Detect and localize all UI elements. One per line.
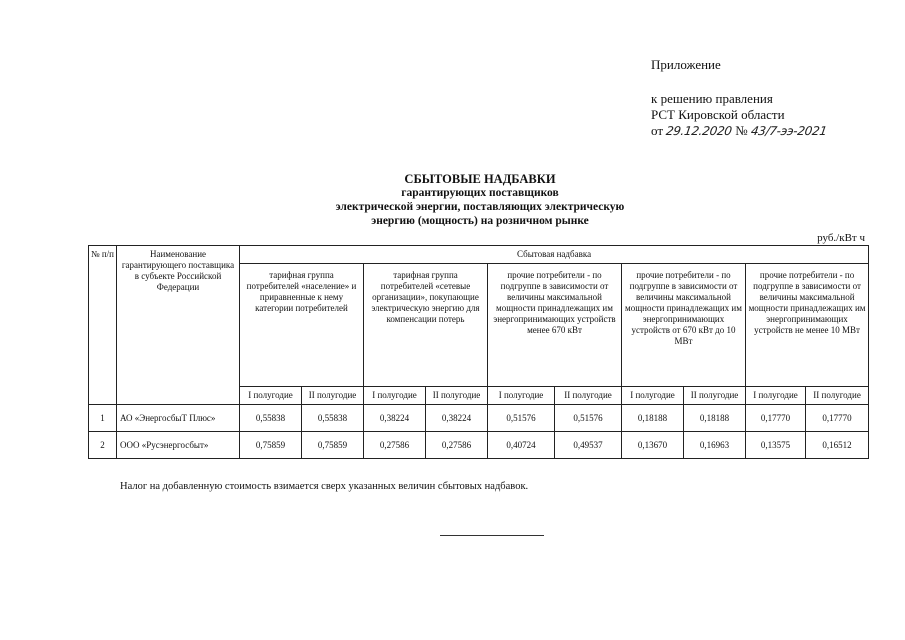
handwritten-number: 43/7-ээ-2021 [749,124,828,138]
table-cell: 0,38224 [364,405,426,432]
header-supplier-name: Наименование гарантирующего поставщика в субъекте Российской Федерации [117,246,240,405]
table-cell: 0,55838 [302,405,364,432]
header-half-2: II полугодие [684,387,746,405]
document-title [280,172,680,228]
supplier-name: АО «ЭнергосбыТ Плюс» [117,405,240,432]
header-group-population: тарифная группа потребителей «население» и приравненные к нему категории потребителей [240,264,364,387]
units-label: руб./кВт ч [817,232,865,244]
header-group-over-10mw: прочие потребители - по подгруппе в зависимости от величины максимальной мощности принадлежащих им энергопринимающих устройств не менее 10 МВт [746,264,869,387]
title-line-4: энергию (мощность) на розничном рынке [371,215,589,227]
number-prefix: № [735,123,748,138]
table-cell: 0,18188 [622,405,684,432]
table-cell: 0,27586 [426,432,488,459]
supplier-name: ООО «Русэнергосбыт» [117,432,240,459]
table-cell: 0,13575 [746,432,806,459]
date-prefix: от [651,123,664,138]
header-half-2: II полугодие [806,387,869,405]
closing-divider [440,535,544,536]
table-cell: 0,55838 [240,405,302,432]
header-half-1: I полугодие [488,387,555,405]
header-half-2: II полугодие [426,387,488,405]
table-cell: 0,13670 [622,432,684,459]
table-cell: 0,75859 [240,432,302,459]
table-cell: 0,16963 [684,432,746,459]
table-cell: 0,17770 [746,405,806,432]
appendix-date-line [651,123,827,139]
table-cell: 0,38224 [426,405,488,432]
header-half-1: I полугодие [746,387,806,405]
header-half-1: I полугодие [240,387,302,405]
appendix-line-1: к решению правления [651,91,773,106]
header-number: № п/п [89,246,117,405]
header-half-2: II полугодие [302,387,364,405]
title-line-3: электрической энергии, поставляющих электрическую [335,201,625,213]
appendix-line-2: РСТ Кировской области [651,107,785,122]
table-cell: 0,18188 [684,405,746,432]
table-cell: 0,51576 [555,405,622,432]
header-group-grid-companies: тарифная группа потребителей «сетевые организации», покупающие электрическую энергию для компенсации потерь [364,264,488,387]
table-cell: 0,49537 [555,432,622,459]
table-row [89,432,869,459]
header-group-670kw-10mw: прочие потребители - по подгруппе в зависимости от величины максимальной мощности принадлежащих им энергопринимающих устройств от 670 кВт до 10 МВт [622,264,746,387]
row-number: 1 [89,405,117,432]
table-cell: 0,51576 [488,405,555,432]
header-half-1: I полугодие [622,387,684,405]
title-main: СБЫТОВЫЕ НАДБАВКИ [404,172,556,186]
table-row [89,405,869,432]
vat-note: Налог на добавленную стоимость взимается сверх указанных величин сбытовых надбавок. [120,481,529,492]
table-cell: 0,16512 [806,432,869,459]
row-number: 2 [89,432,117,459]
header-half-1: I полугодие [364,387,426,405]
header-half-2: II полугодие [555,387,622,405]
markup-table [88,245,869,459]
title-line-2: гарантирующих поставщиков [401,187,559,199]
header-markup: Сбытовая надбавка [240,246,869,264]
header-group-under-670kw: прочие потребители - по подгруппе в зависимости от величины максимальной мощности принадлежащих им энергопринимающих устройств менее 670 кВт [488,264,622,387]
table-cell: 0,17770 [806,405,869,432]
table-cell: 0,40724 [488,432,555,459]
appendix-heading: Приложение [651,57,721,72]
table-cell: 0,27586 [364,432,426,459]
table-cell: 0,75859 [302,432,364,459]
handwritten-date: 29.12.2020 [665,124,733,138]
